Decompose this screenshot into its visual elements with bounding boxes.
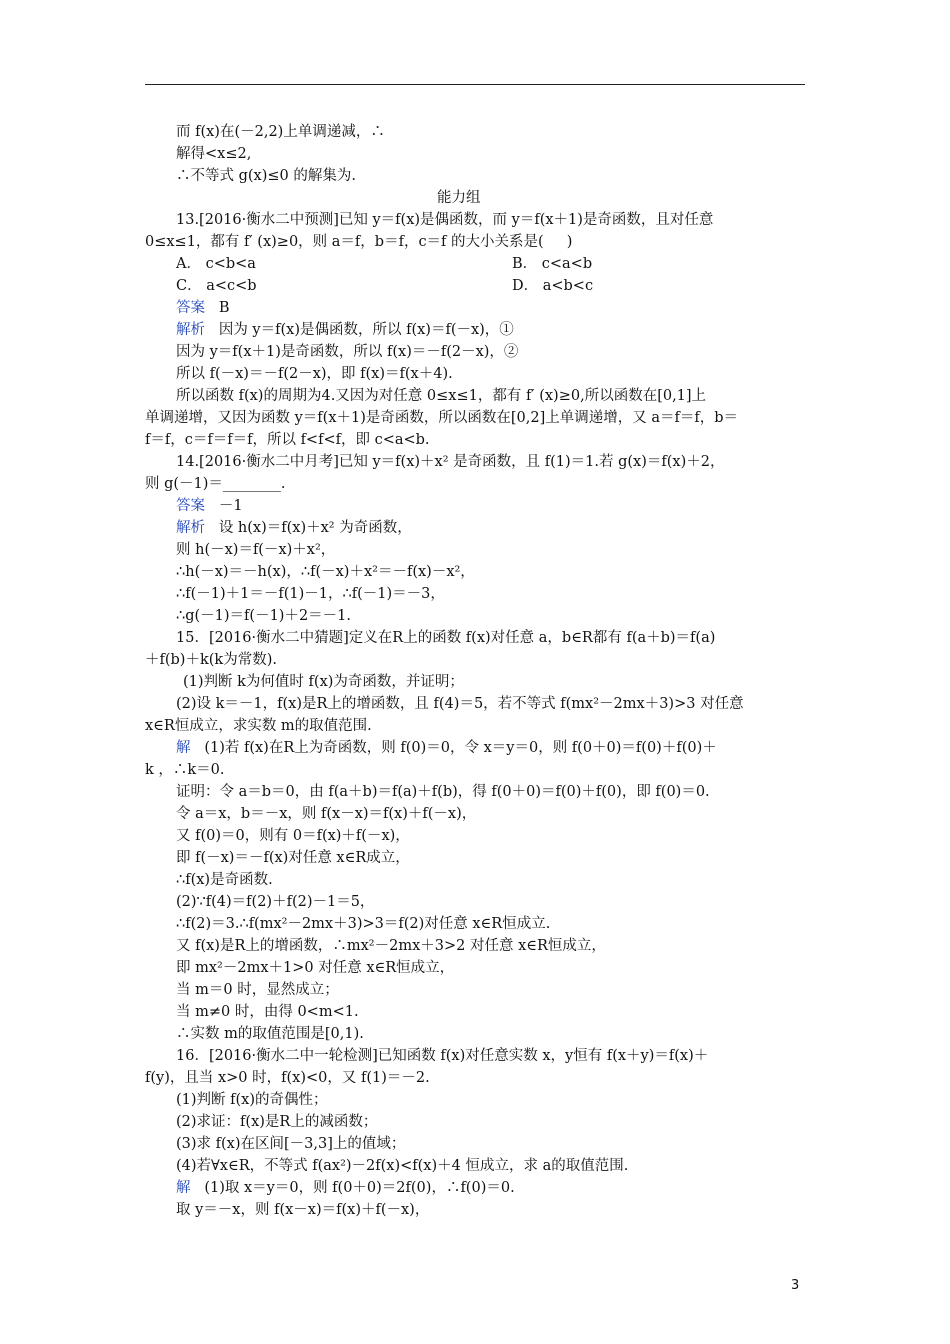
line-text: x∈R恒成立，求实数 m的取值范围. (145, 718, 372, 734)
text-line (176, 1024, 364, 1044)
line-text: (2)求证：f(x)是R上的减函数； (176, 1114, 378, 1130)
line-text: (1)判断 f(x)的奇偶性； (176, 1092, 328, 1108)
text-line (176, 452, 724, 472)
line-text: 即 f(－x)＝－f(x)对任意 x∈R成立， (176, 850, 410, 866)
text-line (176, 1134, 405, 1154)
text-line (176, 496, 243, 516)
text-line (145, 430, 430, 450)
line-text: 单调递增，又因为函数 y＝f(x＋1)是奇函数，所以函数在[0,2]上单调递增，又 a＝f＝f，b＝ (145, 410, 739, 426)
line-text: (1)判断 k为何值时 f(x)为奇函数，并证明； (183, 674, 464, 690)
line-text: B (205, 300, 230, 316)
text-line (145, 1068, 430, 1088)
line-text: 当 m≠0 时，由得 0<m<1. (176, 1004, 359, 1020)
line-text: 当 m＝0 时，显然成立； (176, 982, 339, 998)
line-text: 取 y＝－x，则 f(x－x)＝f(x)＋f(－x)， (176, 1202, 430, 1218)
line-text: 证明：令 a＝b＝0，由 f(a＋b)＝f(a)＋f(b)，得 f(0＋0)＝f(0)＋f(0)，即 f(0)＝0. (176, 784, 710, 800)
text-line (145, 408, 738, 428)
answer-tag: 解析 (176, 520, 205, 536)
line-text: k ，∴k＝0. (145, 762, 225, 778)
text-line (176, 254, 256, 274)
line-text: 令 a＝x，b＝－x，则 f(x－x)＝f(x)＋f(－x)， (176, 806, 477, 822)
header-rule (145, 84, 805, 85)
line-text: 因为 y＝f(x＋1)是奇函数，所以 f(x)＝－f(2－x)，② (176, 344, 519, 360)
text-line (176, 320, 514, 340)
line-text: 设 h(x)＝f(x)＋x² 为奇函数， (205, 520, 412, 536)
text-line (176, 848, 410, 868)
text-line (176, 144, 251, 164)
line-text: ＋f(b)＋k(k为常数). (145, 652, 277, 668)
text-line (176, 738, 717, 758)
line-text: (2)∵f(4)＝f(2)＋f(2)－1＝5， (176, 894, 375, 910)
answer-tag: 解 (176, 1180, 191, 1196)
text-line (183, 672, 464, 692)
page-number: 3 (791, 1278, 800, 1293)
line-text: 能力组 (437, 190, 481, 206)
text-line (176, 364, 453, 384)
line-text: 解得<x≤2, (176, 146, 252, 162)
text-line (176, 298, 229, 318)
answer-tag: 解 (176, 740, 191, 756)
text-line (176, 826, 410, 846)
line-text: －1 (205, 498, 243, 514)
line-text: (3)求 f(x)在区间[－3,3]上的值域； (176, 1136, 406, 1152)
text-line (176, 804, 476, 824)
line-text: ∴g(－1)＝f(－1)＋2＝－1. (176, 608, 352, 624)
text-line (176, 122, 385, 142)
line-text: ∴f(x)是奇函数. (176, 872, 273, 888)
text-line (176, 914, 550, 934)
text-line (176, 870, 273, 890)
text-line (176, 1090, 328, 1110)
line-text: ∴f(－1)＋1＝－f(1)－1，∴f(－1)＝－3， (176, 586, 445, 602)
line-text: (1)取 x＝y＝0，则 f(0＋0)＝2f(0)，∴f(0)＝0. (190, 1180, 515, 1196)
text-line (176, 1156, 628, 1176)
text-line (176, 386, 706, 406)
line-text: (4)若∀x∈R，不等式 f(ax²)－2f(x)<f(x)＋4 恒成立，求 a的取值范围. (176, 1158, 629, 1174)
line-text: ∴不等式 g(x)≤0 的解集为. (176, 168, 356, 184)
line-text: 因为 y＝f(x)是偶函数，所以 f(x)＝f(－x)，① (205, 322, 514, 338)
text-line (176, 892, 374, 912)
line-text: C． a<c<b (176, 278, 257, 294)
text-line (145, 760, 225, 780)
line-text: 15．[2016·衡水二中猜题]定义在R上的函数 f(x)对任意 a，b∈R都有 f(a＋b)＝f(a) (176, 630, 716, 646)
text-line (176, 342, 518, 362)
text-line (176, 1200, 429, 1220)
line-text: 13.[2016·衡水二中预测]已知 y＝f(x)是偶函数，而 y＝f(x＋1)是奇函数，且对任意 (176, 212, 714, 228)
text-line (176, 1002, 359, 1022)
text-line (176, 562, 475, 582)
text-line (176, 980, 339, 1000)
text-line (176, 1178, 515, 1198)
text-line (176, 210, 713, 230)
line-text: 16．[2016·衡水二中一轮检测]已知函数 f(x)对任意实数 x，y恒有 f(x＋y)＝f(x)＋ (176, 1048, 709, 1064)
text-line (176, 936, 606, 956)
answer-tag: 解析 (176, 322, 205, 338)
text-line (176, 958, 454, 978)
text-line (176, 606, 351, 626)
line-text: 所以函数 f(x)的周期为4.又因为对任意 0≤x≤1，都有 f′ (x)≥0,所以函数在[0,1]上 (176, 388, 707, 404)
answer-tag: 答案 (176, 498, 205, 514)
line-text: ∴实数 m的取值范围是[0,1). (176, 1026, 364, 1042)
text-line (437, 188, 481, 208)
line-text: 14.[2016·衡水二中月考]已知 y＝f(x)＋x² 是奇函数，且 f(1)＝1.若 g(x)＝f(x)＋2， (176, 454, 725, 470)
text-line (512, 254, 592, 274)
line-text: D． a<b<c (512, 278, 594, 294)
line-text: f＝f，c＝f＝f＝f，所以 f<f<f，即 c<a<b. (145, 432, 430, 448)
line-text: 而 f(x)在(－2,2)上单调递减，∴ (176, 124, 385, 140)
line-text: f(y)，且当 x>0 时，f(x)<0，又 f(1)＝－2. (145, 1070, 430, 1086)
line-text: 则 h(－x)＝f(－x)＋x²， (176, 542, 336, 558)
answer-tag: 答案 (176, 300, 205, 316)
line-text: 0≤x≤1，都有 f′ (x)≥0，则 a＝f，b＝f，c＝f 的大小关系是( ) (145, 234, 573, 250)
line-text: B． c<a<b (512, 256, 593, 272)
text-line (176, 628, 715, 648)
line-text: (1)若 f(x)在R上为奇函数，则 f(0)＝0，令 x＝y＝0，则 f(0＋0)＝f(0)＋f(0)＋ (190, 740, 717, 756)
text-line (145, 716, 372, 736)
line-text: 所以 f(－x)＝－f(2－x)，即 f(x)＝f(x＋4). (176, 366, 453, 382)
line-text: 又 f(x)是R上的增函数，∴mx²－2mx＋3>2 对任意 x∈R恒成立， (176, 938, 606, 954)
line-text: A． c<b<a (176, 256, 256, 272)
text-line (512, 276, 593, 296)
text-line (145, 474, 286, 494)
text-line (145, 650, 277, 670)
text-line (176, 518, 412, 538)
text-line (145, 232, 572, 252)
text-line (176, 782, 710, 802)
text-line (176, 1112, 377, 1132)
line-text: 则 g(－1)＝________. (145, 476, 286, 492)
text-line (176, 166, 356, 186)
line-text: 即 mx²－2mx＋1>0 对任意 x∈R恒成立， (176, 960, 455, 976)
text-line (176, 540, 335, 560)
line-text: ∴f(2)＝3.∴f(mx²－2mx＋3)>3＝f(2)对任意 x∈R恒成立. (176, 916, 551, 932)
line-text: ∴h(－x)＝－h(x)，∴f(－x)＋x²＝－f(x)－x²， (176, 564, 475, 580)
text-line (176, 694, 744, 714)
text-line (176, 276, 257, 296)
line-text: 又 f(0)＝0，则有 0＝f(x)＋f(－x)， (176, 828, 410, 844)
text-line (176, 584, 445, 604)
text-line (176, 1046, 708, 1066)
line-text: (2)设 k＝－1，f(x)是R上的增函数，且 f(4)＝5，若不等式 f(mx²－2mx＋3)>3 对任意 (176, 696, 744, 712)
